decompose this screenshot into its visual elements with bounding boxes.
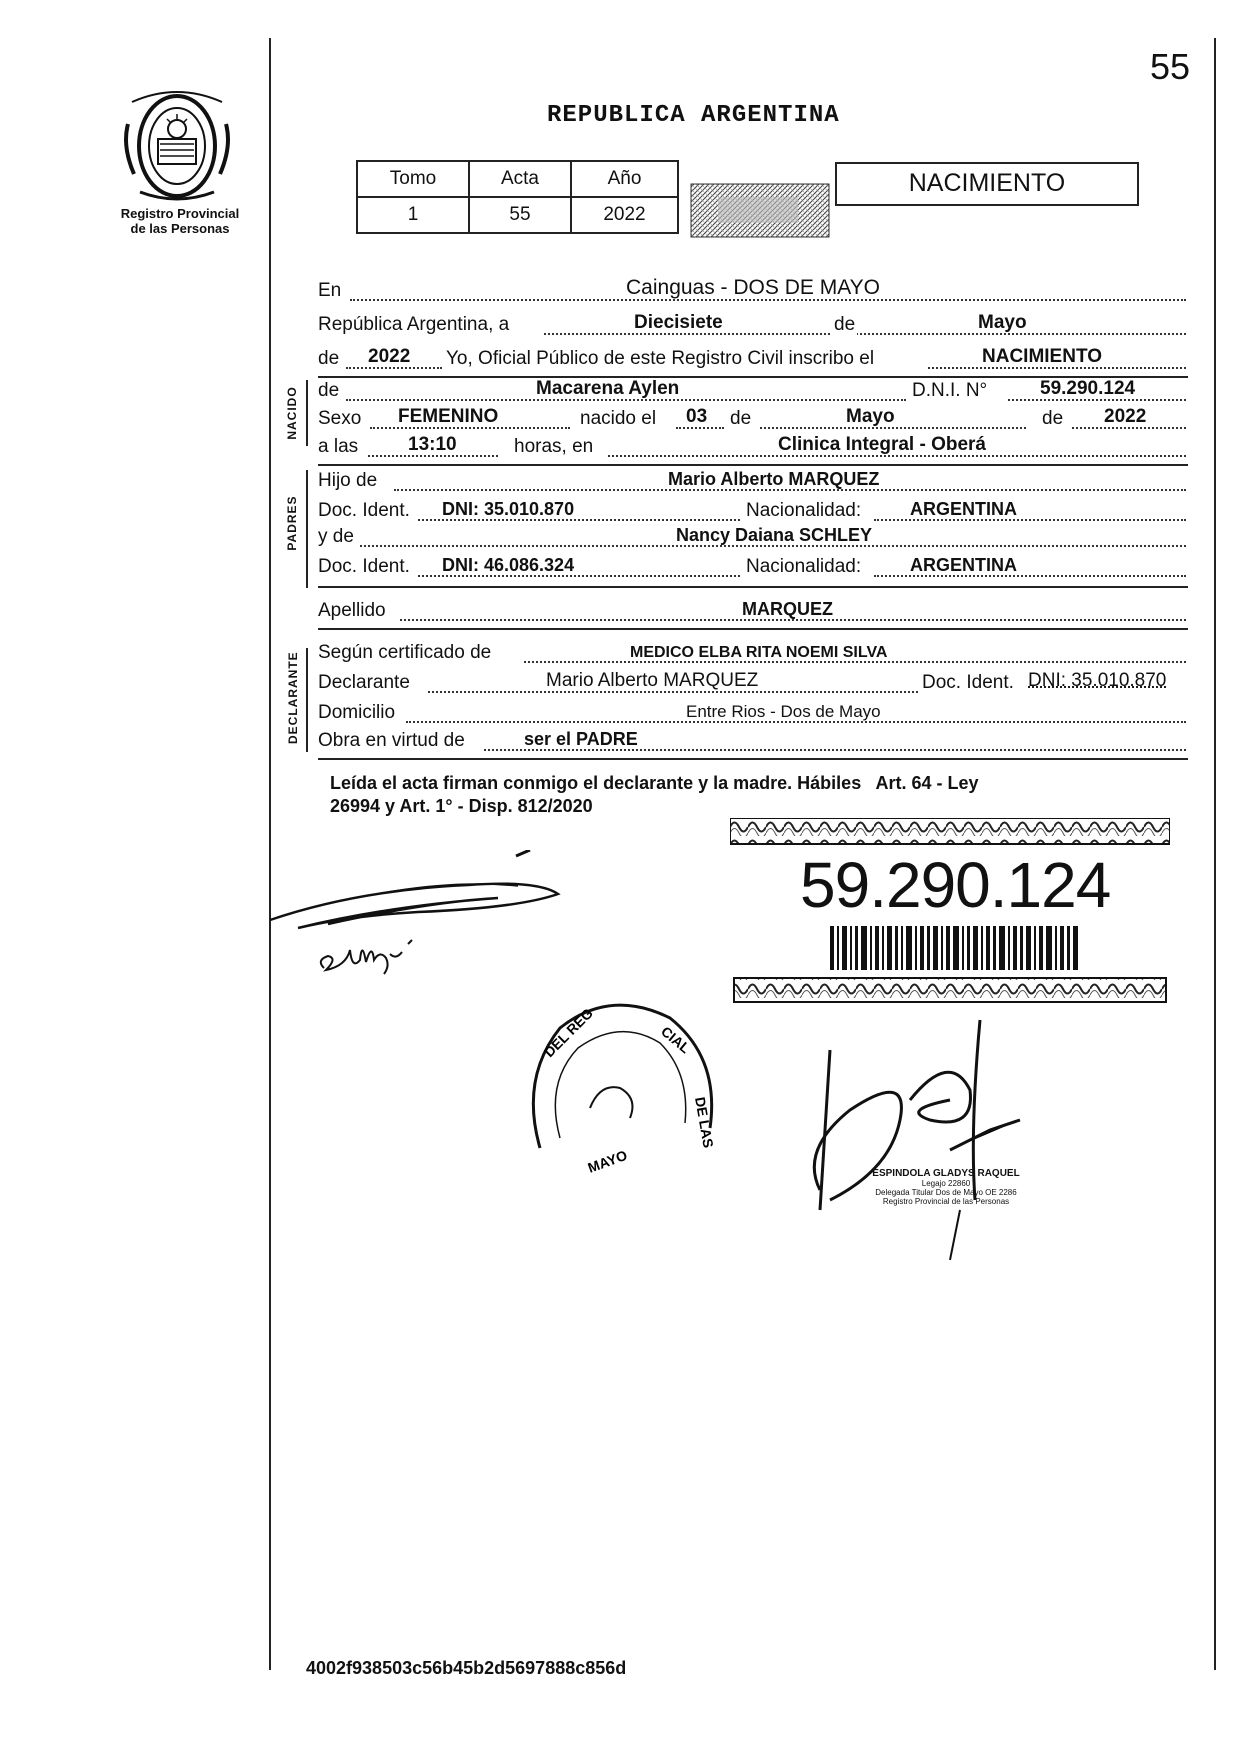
row-mother-doc	[318, 556, 1186, 580]
hologram-pattern-icon	[690, 183, 830, 238]
dni-sticker	[730, 818, 1170, 1004]
coat-of-arms-icon	[120, 84, 235, 204]
decl-doc-value: DNI: 35.010.870	[1028, 670, 1167, 691]
padres-bar	[306, 470, 308, 588]
row-nacido-name	[318, 380, 1186, 404]
apellido-value: MARQUEZ	[742, 599, 833, 619]
y-de-label: y de	[318, 526, 354, 547]
obra-label: Obra en virtud de	[318, 730, 465, 751]
row-father-doc	[318, 500, 1186, 524]
horas-label: horas, en	[514, 436, 594, 457]
row-apellido	[318, 600, 1186, 624]
decl-value: Mario Alberto MARQUEZ	[546, 670, 759, 691]
registry-line-1: Registro Provincial	[120, 206, 240, 221]
republica-label: República Argentina, a	[318, 314, 510, 335]
official-signature	[800, 1010, 1060, 1260]
nacido-label: NACIDO	[285, 386, 299, 440]
document-title: REPUBLICA ARGENTINA	[547, 102, 840, 129]
nacido-de-label: de	[318, 380, 340, 401]
closing-line-1: Leída el acta firman conmigo el declarante y la madre. Hábiles Art. 64 - Ley	[330, 773, 979, 793]
de-label-2: de	[730, 408, 752, 429]
inscribe-type-value: NACIMIENTO	[982, 346, 1102, 367]
document-hash: 4002f938503c56b45b2d5697888c856d	[306, 1658, 627, 1678]
row-year	[318, 348, 1186, 372]
declarante-label: DECLARANTE	[286, 651, 300, 744]
nacido-bar	[306, 380, 308, 446]
row-republica	[318, 314, 1186, 338]
mother-doc-value: DNI: 46.086.324	[442, 555, 575, 575]
padres-label: PADRES	[285, 495, 299, 551]
barcode-icon	[830, 926, 1080, 970]
svg-text:CIAL: CIAL	[658, 1023, 694, 1057]
official-role: Delegada Titular Dos de Mayo OE 2286	[875, 1188, 1017, 1197]
mother-name-value: Nancy Daiana SCHLEY	[676, 525, 873, 545]
apellido-label: Apellido	[318, 600, 386, 621]
child-dni-value: 59.290.124	[1040, 378, 1136, 399]
mother-nac-label: Nacionalidad:	[746, 556, 862, 577]
decl-label: Declarante	[318, 672, 410, 693]
record-header-tomo: Tomo	[357, 161, 469, 197]
official-signature-icon	[800, 1010, 1060, 1260]
year-value: 2022	[368, 346, 411, 367]
birth-place-value: Clinica Integral - Oberá	[778, 434, 986, 455]
padres-rule	[318, 586, 1188, 588]
official-legajo: Legajo 22860	[921, 1179, 971, 1188]
nacido-el-label: nacido el	[580, 408, 657, 429]
day-words-value: Diecisiete	[634, 312, 723, 333]
registry-line-2: de las Personas	[130, 221, 230, 236]
mother-doc-label: Doc. Ident.	[318, 556, 410, 577]
record-header-ano: Año	[571, 161, 678, 197]
row-sexo	[318, 408, 1186, 432]
record-value-ano: 2022	[571, 197, 678, 233]
record-table	[356, 160, 679, 234]
birth-year-value: 2022	[1104, 406, 1147, 427]
record-value-tomo: 1	[357, 197, 469, 233]
registry-name	[105, 206, 255, 236]
a-las-label: a las	[318, 436, 359, 457]
registry-stamp	[520, 988, 720, 1218]
right-margin-line	[1214, 38, 1216, 1670]
svg-text:MAYO: MAYO	[585, 1146, 630, 1176]
sexo-label: Sexo	[318, 408, 362, 429]
father-name-value: Mario Alberto MARQUEZ	[668, 469, 880, 489]
record-table-header-row	[357, 161, 678, 197]
obra-value: ser el PADRE	[524, 729, 638, 749]
dni-label: D.N.I. N°	[912, 380, 988, 401]
dni-sticker-number: 59.290.124	[800, 849, 1111, 921]
row-cert	[318, 642, 1186, 666]
en-label: En	[318, 280, 342, 301]
de-label-3: de	[1042, 408, 1064, 429]
father-doc-value: DNI: 35.010.870	[442, 499, 575, 519]
row-domicilio	[318, 702, 1186, 726]
declarante-rule	[318, 758, 1188, 760]
hijo-de-label: Hijo de	[318, 470, 378, 491]
mother-nationality-value: ARGENTINA	[910, 555, 1017, 575]
month-value: Mayo	[978, 312, 1027, 333]
child-name-value: Macarena Aylen	[536, 378, 680, 399]
sexo-value: FEMENINO	[398, 406, 499, 427]
father-doc-label: Doc. Ident.	[318, 500, 410, 521]
de2-label: de	[318, 348, 340, 369]
mother-signature-icon	[316, 930, 426, 980]
decl-doc-label: Doc. Ident.	[922, 672, 1014, 693]
cert-value: MEDICO ELBA RITA NOEMI SILVA	[630, 644, 888, 661]
official-name: ESPINDOLA GLADYS RAQUEL	[872, 1168, 1020, 1179]
nacido-rule	[318, 464, 1188, 466]
closing-paragraph	[330, 772, 1190, 818]
dom-label: Domicilio	[318, 702, 396, 723]
de-label: de	[834, 314, 856, 335]
page-number: 55	[1150, 46, 1191, 87]
svg-text:DEL REG: DEL REG	[540, 1004, 596, 1061]
provincial-seal	[120, 84, 235, 204]
row-en	[318, 276, 1186, 304]
dom-value: Entre Rios - Dos de Mayo	[686, 702, 881, 721]
place-value: Cainguas - DOS DE MAYO	[626, 276, 881, 299]
row-mother	[318, 526, 1186, 550]
row-time	[318, 436, 1186, 460]
declarante-bar	[306, 648, 308, 752]
svg-text:DE LAS: DE LAS	[692, 1095, 717, 1150]
father-nac-label: Nacionalidad:	[746, 500, 862, 521]
stamp-icon	[520, 988, 720, 1218]
closing-line-2: 26994 y Art. 1° - Disp. 812/2020	[330, 796, 593, 816]
birth-day-value: 03	[686, 406, 708, 427]
time-value: 13:10	[408, 434, 457, 455]
row-obra	[318, 730, 1186, 754]
oficial-text: Yo, Oficial Público de este Registro Civil inscribo el	[446, 348, 875, 369]
row-declarante	[318, 672, 1186, 696]
record-table-value-row	[357, 197, 678, 233]
mother-signature	[316, 930, 426, 980]
official-name-block	[836, 1168, 1056, 1206]
father-nationality-value: ARGENTINA	[910, 499, 1017, 519]
cert-label: Según certificado de	[318, 642, 492, 663]
record-value-acta: 55	[469, 197, 571, 233]
apellido-rule	[318, 628, 1188, 630]
official-org: Registro Provincial de las Personas	[882, 1197, 1010, 1206]
record-header-acta: Acta	[469, 161, 571, 197]
birth-month-value: Mayo	[846, 406, 895, 427]
security-hologram	[690, 183, 830, 238]
row-father	[318, 470, 1186, 494]
act-type-box: NACIMIENTO	[835, 162, 1139, 206]
